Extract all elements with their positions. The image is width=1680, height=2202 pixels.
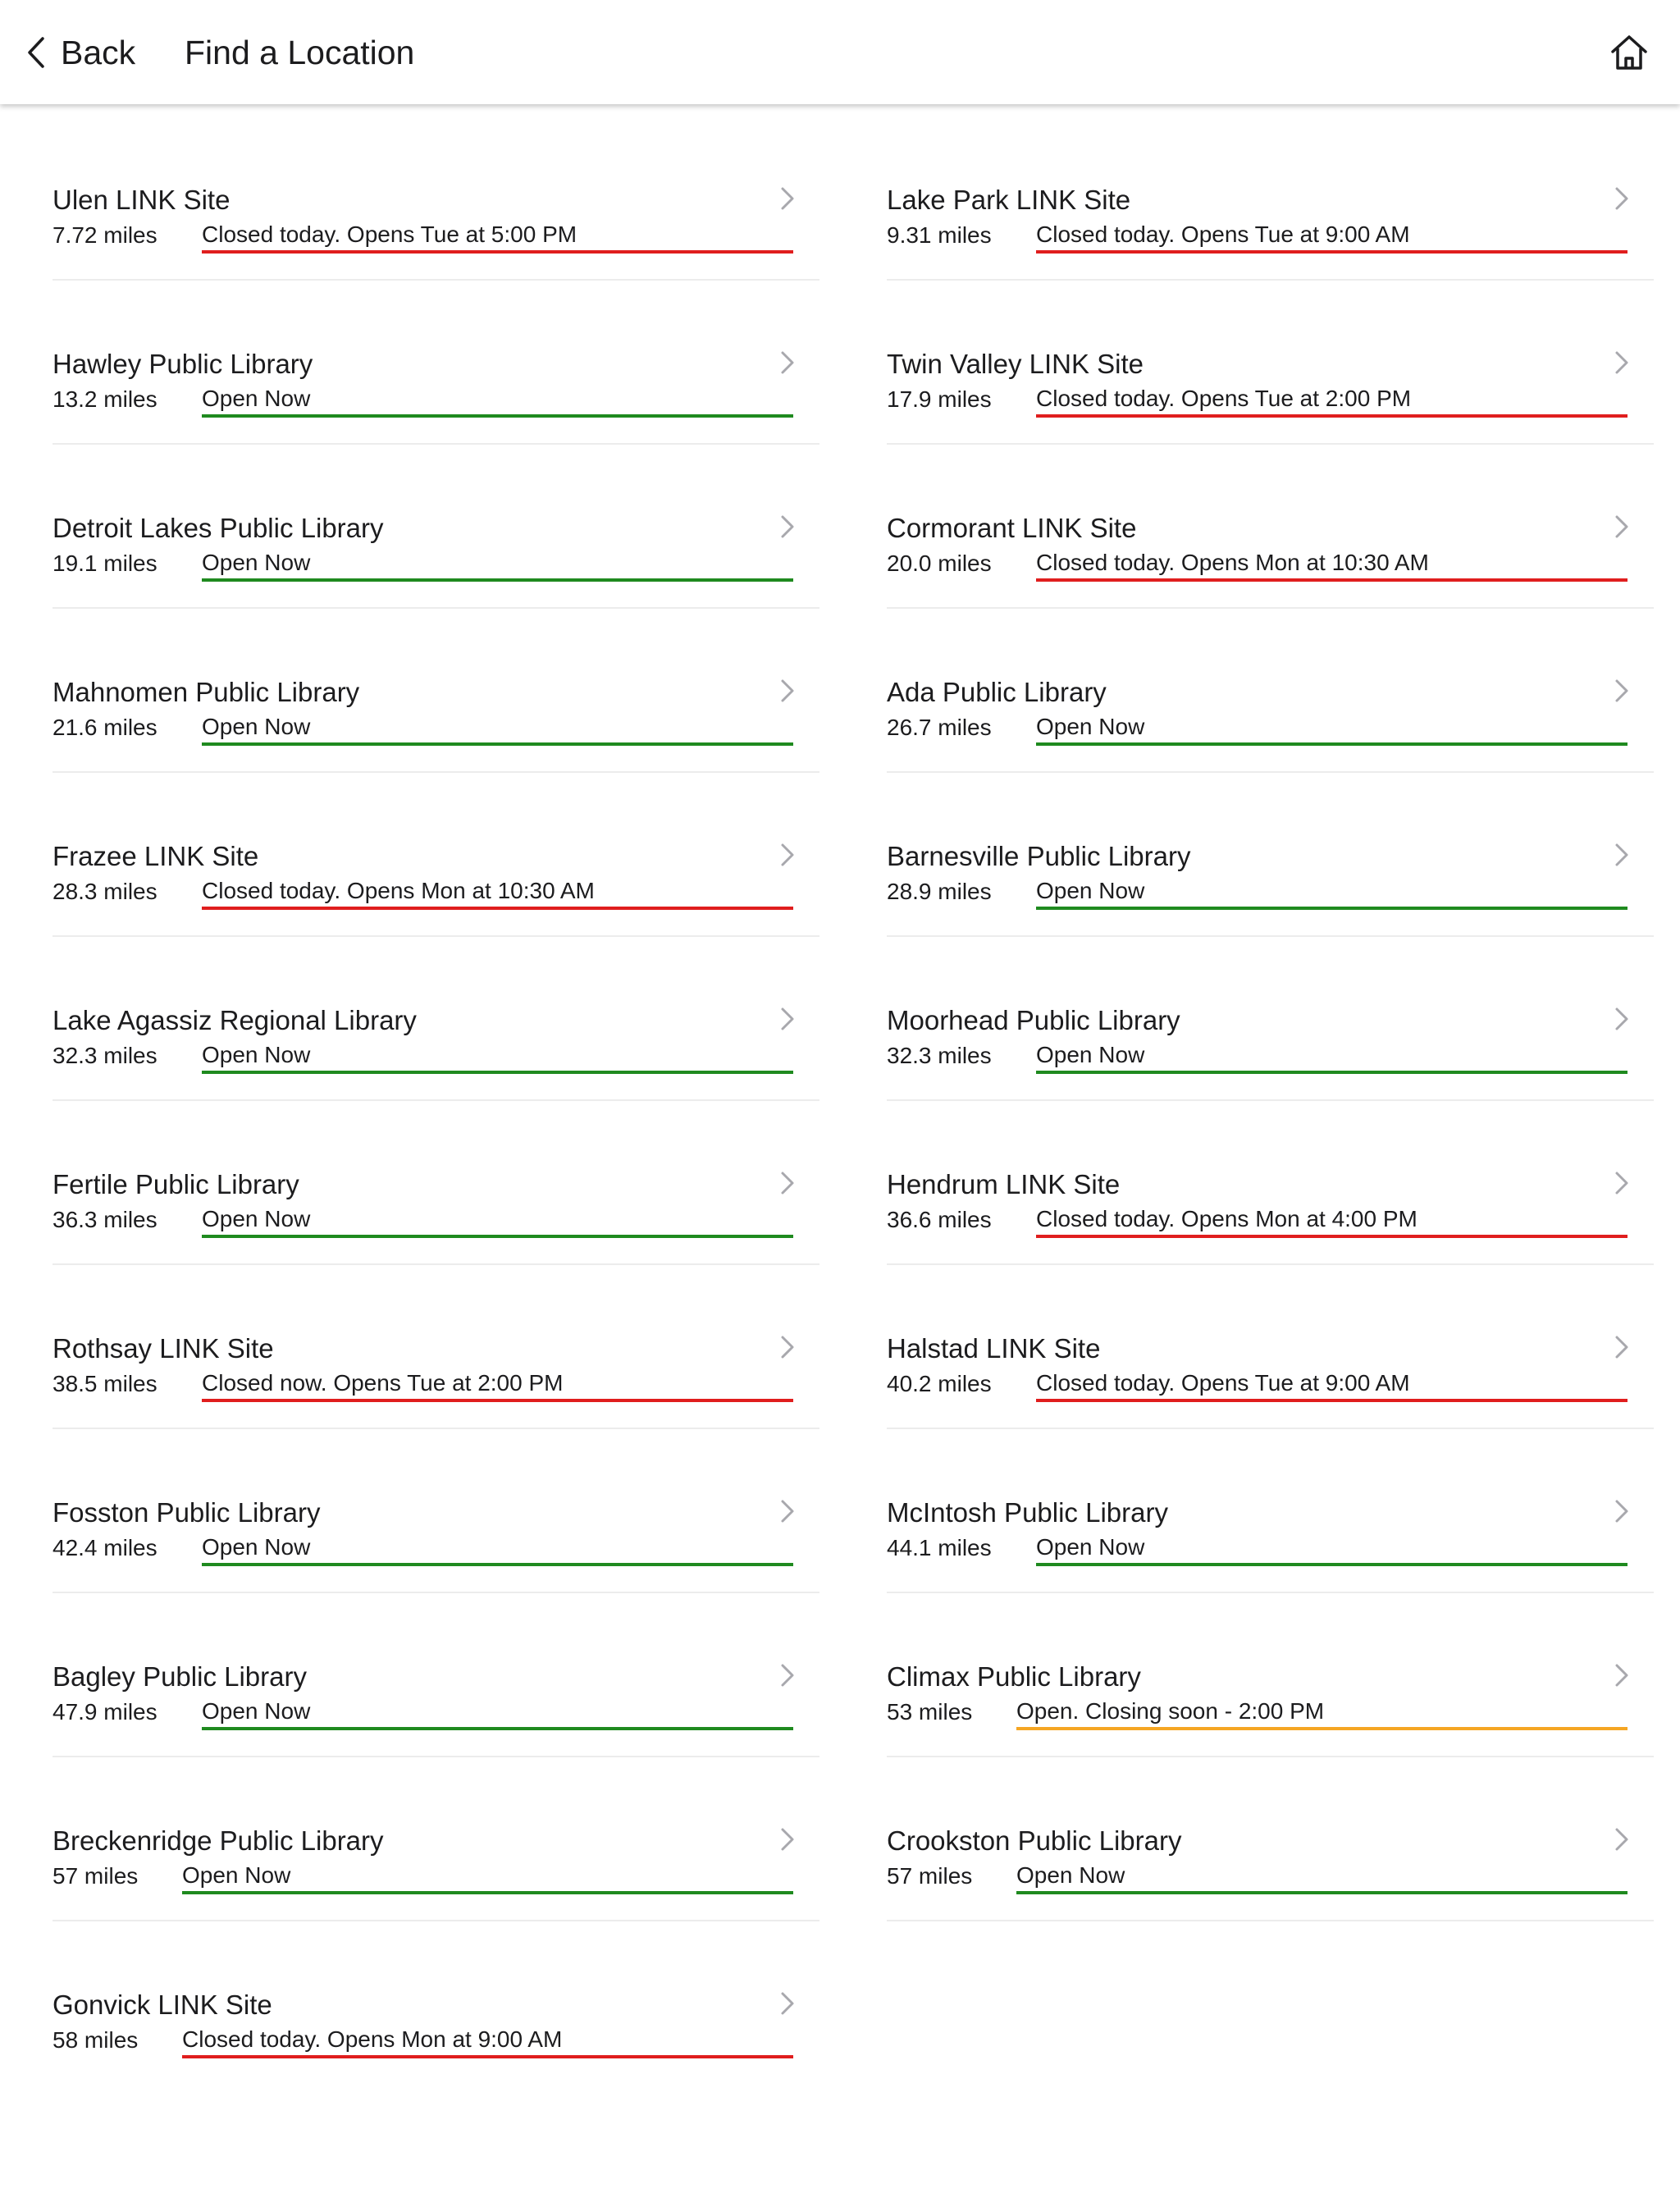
location-name: Lake Agassiz Regional Library bbox=[52, 1005, 417, 1035]
location-item[interactable] bbox=[887, 761, 1654, 925]
location-name: Twin Valley LINK Site bbox=[887, 349, 1144, 379]
location-status: Open Now bbox=[202, 549, 793, 582]
location-status: Open Now bbox=[202, 1041, 793, 1074]
location-status: Closed today. Opens Tue at 9:00 AM bbox=[1036, 1369, 1628, 1402]
location-item[interactable] bbox=[52, 596, 819, 761]
location-status: Open Now bbox=[202, 1533, 793, 1566]
chevron-left-icon bbox=[21, 34, 54, 71]
location-status: Closed now. Opens Tue at 2:00 PM bbox=[202, 1369, 793, 1402]
location-item[interactable] bbox=[52, 1417, 819, 1581]
chevron-right-icon bbox=[1613, 1827, 1631, 1852]
chevron-right-icon bbox=[778, 1499, 797, 1524]
location-distance: 57 miles bbox=[52, 1863, 139, 1889]
location-item[interactable] bbox=[887, 1745, 1654, 1909]
chevron-right-icon bbox=[778, 186, 797, 211]
location-name: Ulen LINK Site bbox=[52, 185, 231, 215]
location-status: Closed today. Opens Tue at 9:00 AM bbox=[1036, 221, 1628, 254]
location-distance: 40.2 miles bbox=[887, 1371, 992, 1396]
location-name: Hawley Public Library bbox=[52, 349, 313, 379]
location-distance: 13.2 miles bbox=[52, 386, 158, 412]
home-icon[interactable] bbox=[1606, 30, 1652, 75]
chevron-right-icon bbox=[1613, 514, 1631, 539]
location-status: Closed today. Opens Mon at 10:30 AM bbox=[202, 877, 793, 910]
location-item[interactable] bbox=[887, 1089, 1654, 1253]
chevron-right-icon bbox=[1613, 1007, 1631, 1031]
location-name: Breckenridge Public Library bbox=[52, 1825, 384, 1856]
chevron-right-icon bbox=[778, 1007, 797, 1031]
location-name: Fertile Public Library bbox=[52, 1169, 299, 1199]
location-distance: 28.3 miles bbox=[52, 879, 158, 904]
location-name: Ada Public Library bbox=[887, 677, 1107, 707]
chevron-right-icon bbox=[778, 1991, 797, 2016]
location-item[interactable] bbox=[887, 1253, 1654, 1417]
location-name: Halstad LINK Site bbox=[887, 1333, 1101, 1364]
location-status: Open Now bbox=[1036, 877, 1628, 910]
chevron-right-icon bbox=[778, 1827, 797, 1852]
location-status: Closed today. Opens Mon at 10:30 AM bbox=[1036, 549, 1628, 582]
location-item[interactable] bbox=[52, 761, 819, 925]
location-name: Moorhead Public Library bbox=[887, 1005, 1180, 1035]
location-distance: 47.9 miles bbox=[52, 1699, 158, 1725]
location-status: Closed today. Opens Mon at 9:00 AM bbox=[182, 2026, 793, 2058]
location-name: Mahnomen Public Library bbox=[52, 677, 360, 707]
location-item[interactable] bbox=[52, 1253, 819, 1417]
location-item[interactable] bbox=[52, 268, 819, 432]
location-status: Open Now bbox=[182, 1862, 793, 1894]
chevron-right-icon bbox=[1613, 843, 1631, 867]
location-item[interactable] bbox=[52, 104, 819, 268]
location-name: McIntosh Public Library bbox=[887, 1497, 1168, 1528]
location-distance: 17.9 miles bbox=[887, 386, 992, 412]
chevron-right-icon bbox=[1613, 1171, 1631, 1195]
back-button[interactable] bbox=[21, 28, 135, 77]
location-name: Barnesville Public Library bbox=[887, 841, 1191, 871]
location-status: Closed today. Opens Mon at 4:00 PM bbox=[1036, 1205, 1628, 1238]
chevron-right-icon bbox=[778, 350, 797, 375]
location-item[interactable] bbox=[887, 1581, 1654, 1745]
location-status: Open Now bbox=[202, 713, 793, 746]
location-distance: 36.3 miles bbox=[52, 1207, 158, 1232]
location-status: Closed today. Opens Tue at 5:00 PM bbox=[202, 221, 793, 254]
chevron-right-icon bbox=[1613, 1335, 1631, 1359]
chevron-right-icon bbox=[778, 1171, 797, 1195]
location-distance: 53 miles bbox=[887, 1699, 973, 1725]
location-item[interactable] bbox=[887, 432, 1654, 596]
location-name: Detroit Lakes Public Library bbox=[52, 513, 384, 543]
location-status: Open. Closing soon - 2:00 PM bbox=[1016, 1697, 1628, 1730]
location-item[interactable] bbox=[887, 104, 1654, 268]
location-item[interactable] bbox=[887, 596, 1654, 761]
chevron-right-icon bbox=[778, 1663, 797, 1688]
location-distance: 21.6 miles bbox=[52, 715, 158, 740]
chevron-right-icon bbox=[778, 514, 797, 539]
location-item[interactable] bbox=[52, 432, 819, 596]
location-item[interactable] bbox=[52, 1745, 819, 1909]
location-distance: 42.4 miles bbox=[52, 1535, 158, 1560]
location-distance: 20.0 miles bbox=[887, 550, 992, 576]
chevron-right-icon bbox=[778, 1335, 797, 1359]
location-name: Fosston Public Library bbox=[52, 1497, 321, 1528]
divider bbox=[887, 1920, 1654, 1921]
location-status: Open Now bbox=[1036, 713, 1628, 746]
back-label: Back bbox=[61, 33, 136, 71]
location-name: Cormorant LINK Site bbox=[887, 513, 1137, 543]
location-distance: 38.5 miles bbox=[52, 1371, 158, 1396]
chevron-right-icon bbox=[1613, 186, 1631, 211]
location-distance: 58 miles bbox=[52, 2027, 139, 2053]
chevron-right-icon bbox=[1613, 678, 1631, 703]
page-title: Find a Location bbox=[185, 34, 415, 71]
location-status: Open Now bbox=[202, 385, 793, 418]
location-name: Hendrum LINK Site bbox=[887, 1169, 1121, 1199]
location-item[interactable] bbox=[887, 925, 1654, 1089]
location-item[interactable] bbox=[52, 1909, 819, 2073]
location-distance: 19.1 miles bbox=[52, 550, 158, 576]
location-name: Rothsay LINK Site bbox=[52, 1333, 274, 1364]
location-distance: 26.7 miles bbox=[887, 715, 992, 740]
location-name: Frazee LINK Site bbox=[52, 841, 259, 871]
chevron-right-icon bbox=[778, 843, 797, 867]
location-name: Lake Park LINK Site bbox=[887, 185, 1131, 215]
location-item[interactable] bbox=[52, 1089, 819, 1253]
location-distance: 32.3 miles bbox=[887, 1043, 992, 1068]
location-item[interactable] bbox=[887, 268, 1654, 432]
location-distance: 7.72 miles bbox=[52, 222, 158, 248]
chevron-right-icon bbox=[1613, 1499, 1631, 1524]
location-status: Open Now bbox=[1036, 1533, 1628, 1566]
location-item[interactable] bbox=[887, 1417, 1654, 1581]
location-name: Bagley Public Library bbox=[52, 1661, 307, 1692]
location-distance: 44.1 miles bbox=[887, 1535, 992, 1560]
chevron-right-icon bbox=[1613, 350, 1631, 375]
location-distance: 32.3 miles bbox=[52, 1043, 158, 1068]
location-name: Crookston Public Library bbox=[887, 1825, 1182, 1856]
location-distance: 36.6 miles bbox=[887, 1207, 992, 1232]
location-name: Gonvick LINK Site bbox=[52, 1990, 272, 2020]
location-status: Closed today. Opens Tue at 2:00 PM bbox=[1036, 385, 1628, 418]
location-status: Open Now bbox=[1036, 1041, 1628, 1074]
top-bar bbox=[0, 0, 1680, 104]
location-status: Open Now bbox=[1016, 1862, 1628, 1894]
location-status: Open Now bbox=[202, 1205, 793, 1238]
location-status: Open Now bbox=[202, 1697, 793, 1730]
location-item[interactable] bbox=[52, 925, 819, 1089]
location-distance: 57 miles bbox=[887, 1863, 973, 1889]
location-name: Climax Public Library bbox=[887, 1661, 1141, 1692]
chevron-right-icon bbox=[778, 678, 797, 703]
location-item[interactable] bbox=[52, 1581, 819, 1745]
location-distance: 28.9 miles bbox=[887, 879, 992, 904]
location-distance: 9.31 miles bbox=[887, 222, 992, 248]
chevron-right-icon bbox=[1613, 1663, 1631, 1688]
